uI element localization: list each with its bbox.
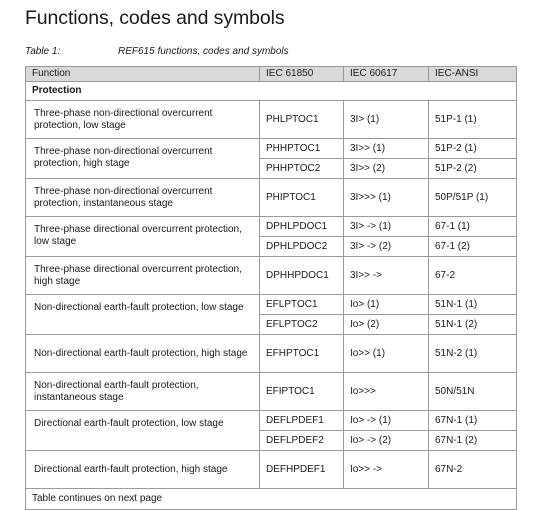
page-heading: Functions, codes and symbols — [25, 7, 285, 29]
iec60617-cell: Io>> (1) — [344, 335, 429, 373]
function-cell: Directional earth-fault protection, high stage — [26, 451, 260, 489]
iec-ansi-cell: 51P-2 (2) — [429, 159, 517, 179]
function-cell: Three-phase directional overcurrent protection, high stage — [26, 257, 260, 295]
iec60617-cell: Io> -> (2) — [344, 431, 429, 451]
table-row — [26, 451, 517, 489]
iec61850-cell: PHIPTOC1 — [260, 179, 344, 217]
function-cell: Three-phase directional overcurrent protection, low stage — [26, 217, 260, 257]
iec-ansi-cell: 67-2 — [429, 257, 517, 295]
functions-table — [25, 66, 517, 510]
column-header-iec61850: IEC 61850 — [260, 67, 344, 82]
iec61850-cell: EFLPTOC1 — [260, 295, 344, 315]
table-row — [26, 217, 517, 237]
iec60617-cell: 3I>> -> — [344, 257, 429, 295]
iec60617-cell: Io>>> — [344, 373, 429, 411]
iec61850-cell: PHHPTOC2 — [260, 159, 344, 179]
table-row — [26, 411, 517, 431]
iec61850-cell: DEFLPDEF1 — [260, 411, 344, 431]
iec61850-cell: PHLPTOC1 — [260, 101, 344, 139]
iec-ansi-cell: 50P/51P (1) — [429, 179, 517, 217]
iec61850-cell: EFHPTOC1 — [260, 335, 344, 373]
iec-ansi-cell: 50N/51N — [429, 373, 517, 411]
iec-ansi-cell: 67N-2 — [429, 451, 517, 489]
iec-ansi-cell: 51P-1 (1) — [429, 101, 517, 139]
iec60617-cell: 3I>> (2) — [344, 159, 429, 179]
iec60617-cell: Io> (1) — [344, 295, 429, 315]
function-cell: Three-phase non-directional overcurrent protection, instantaneous stage — [26, 179, 260, 217]
group-row-protection — [26, 82, 517, 101]
table-row — [26, 295, 517, 315]
column-header-iec-ansi: IEC-ANSI — [429, 67, 517, 82]
group-label: Protection — [26, 82, 517, 101]
iec-ansi-cell: 67-1 (1) — [429, 217, 517, 237]
table-header-row — [26, 67, 517, 82]
iec60617-cell: 3I>>> (1) — [344, 179, 429, 217]
function-cell: Non-directional earth-fault protection, high stage — [26, 335, 260, 373]
function-cell: Three-phase non-directional overcurrent protection, low stage — [26, 101, 260, 139]
table-row — [26, 139, 517, 159]
iec61850-cell: DPHHPDOC1 — [260, 257, 344, 295]
iec60617-cell: 3I>> (1) — [344, 139, 429, 159]
iec-ansi-cell: 51N-1 (1) — [429, 295, 517, 315]
table-row — [26, 101, 517, 139]
table-footer-row — [26, 489, 517, 510]
iec60617-cell: Io> (2) — [344, 315, 429, 335]
column-header-iec60617: IEC 60617 — [344, 67, 429, 82]
iec60617-cell: 3I> -> (2) — [344, 237, 429, 257]
iec60617-cell: Io>> -> — [344, 451, 429, 489]
table-row — [26, 179, 517, 217]
iec-ansi-cell: 51P-2 (1) — [429, 139, 517, 159]
iec-ansi-cell: 67-1 (2) — [429, 237, 517, 257]
table-number: Table 1: — [25, 46, 61, 57]
table-continues-note: Table continues on next page — [26, 489, 517, 510]
iec61850-cell: DPHLPDOC2 — [260, 237, 344, 257]
iec60617-cell: Io> -> (1) — [344, 411, 429, 431]
function-cell: Non-directional earth-fault protection, instantaneous stage — [26, 373, 260, 411]
column-header-function: Function — [26, 67, 260, 82]
table-title: REF615 functions, codes and symbols — [118, 46, 289, 57]
iec60617-cell: 3I> -> (1) — [344, 217, 429, 237]
table-row — [26, 335, 517, 373]
iec60617-cell: 3I> (1) — [344, 101, 429, 139]
iec-ansi-cell: 51N-1 (2) — [429, 315, 517, 335]
function-cell: Three-phase non-directional overcurrent protection, high stage — [26, 139, 260, 179]
iec-ansi-cell: 67N-1 (2) — [429, 431, 517, 451]
function-cell: Directional earth-fault protection, low stage — [26, 411, 260, 451]
table-caption — [25, 46, 289, 57]
iec61850-cell: DEFLPDEF2 — [260, 431, 344, 451]
iec-ansi-cell: 67N-1 (1) — [429, 411, 517, 431]
iec61850-cell: EFLPTOC2 — [260, 315, 344, 335]
iec61850-cell: PHHPTOC1 — [260, 139, 344, 159]
iec-ansi-cell: 51N-2 (1) — [429, 335, 517, 373]
iec61850-cell: EFIPTOC1 — [260, 373, 344, 411]
iec61850-cell: DPHLPDOC1 — [260, 217, 344, 237]
function-cell: Non-directional earth-fault protection, low stage — [26, 295, 260, 335]
table-row — [26, 257, 517, 295]
table-row — [26, 373, 517, 411]
iec61850-cell: DEFHPDEF1 — [260, 451, 344, 489]
